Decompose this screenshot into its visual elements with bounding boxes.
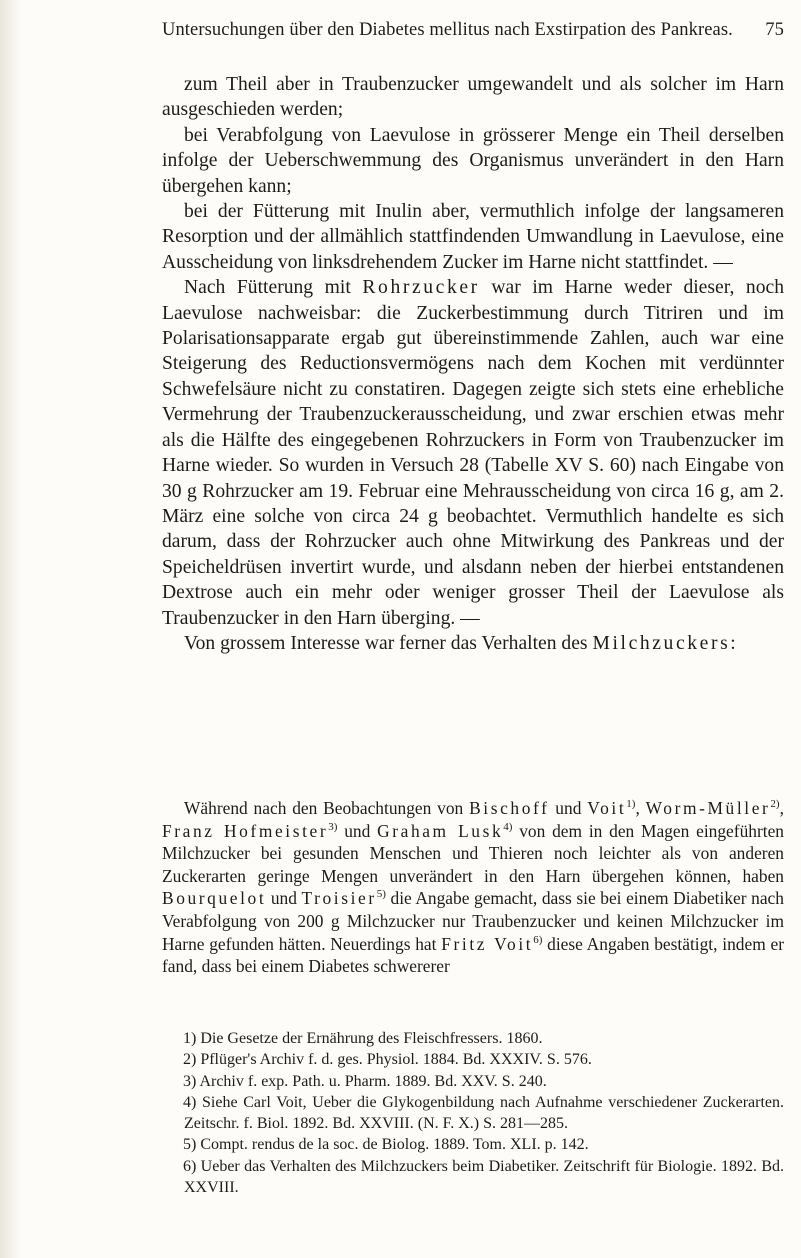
author-voit: Voit	[587, 798, 627, 818]
footnote-ref-number: 2	[770, 798, 776, 810]
footnote-ref-1: 1)	[626, 798, 636, 810]
main-text	[162, 72, 784, 656]
author-bischoff: Bischoff	[469, 798, 550, 818]
author-hofmeister: Franz Hofmeister	[162, 820, 329, 841]
footnote-ref-number: 6	[533, 933, 539, 946]
footnote-5: 5) Compt. rendus de la soc. de Biolog. 1889. Tom. XLI. p. 142.	[183, 1136, 589, 1154]
paragraph-4-start: Nach Fütterung mit	[184, 277, 351, 299]
footnote-ref-number: 1	[626, 798, 632, 810]
footnote-ref-number: 3	[328, 820, 334, 833]
text-run: die Angabe gemacht, dass sie bei einem Diabetiker nach Verabfolgung von 200 g Milchzucker nur Traubenzucker und keinen Milchzucker im Harne gefunden hätten. Neuerdings hat	[162, 888, 784, 954]
paragraph-3: bei der Fütterung mit Inulin aber, vermuthlich infolge der langsameren Resorption und der allmählich stattfindenden Umwandlung in Laevulose, eine Ausscheidung von linksdrehendem Zucker im Harne nicht stattfindet. —	[162, 201, 784, 273]
footnote-2: 2) Pflüger's Archiv f. d. ges. Physiol. 1884. Bd. XXXIV. S. 576.	[183, 1051, 592, 1069]
footnote-ref-4: 4)	[503, 820, 513, 833]
text-run: ,	[779, 798, 784, 818]
footnote-ref-5: 5)	[376, 888, 386, 901]
paragraph-1: zum Theil aber in Traubenzucker umgewandelt und als solcher im Harn ausgeschieden werden;	[162, 74, 784, 121]
footnote-1: 1) Die Gesetze der Ernährung des Fleischfressers. 1860.	[183, 1030, 543, 1047]
paragraph-5-start: Von grossem Interesse war ferner das Verhalten des	[184, 632, 588, 654]
footnote-ref-number: 4	[503, 820, 509, 833]
small-paragraph	[162, 797, 784, 978]
author-worm-mueller: Worm-Müller	[645, 798, 771, 818]
paragraph-5-end: :	[730, 632, 736, 654]
text-run: und	[344, 820, 371, 841]
footnote-ref-6: 6)	[533, 933, 543, 946]
text-run: ,	[635, 798, 640, 818]
footnote-ref-number: 5	[376, 888, 383, 901]
author-bourquelot: Bourquelot	[162, 888, 267, 909]
author-fritz-voit: Fritz Voit	[441, 933, 534, 954]
footnote-3: 3) Archiv f. exp. Path. u. Pharm. 1889. Bd. XXV. S. 240.	[183, 1072, 547, 1090]
text-run: diese Angaben bestätigt, indem er fand, dass bei einem Diabetes schwererer	[162, 933, 784, 977]
small-print-section	[162, 797, 784, 978]
footnote-4: 4) Siehe Carl Voit, Ueber die Glykogenbildung nach Aufnahme verschiedener Zuckerarten. Zeitschr. f. Biol. 1892. Bd. XXVIII. (N. F. X.) S. 281—285.	[183, 1093, 784, 1133]
running-head	[162, 20, 784, 41]
paragraph-2: bei Verabfolgung von Laevulose in grösserer Menge ein Theil derselben infolge der Ueberschwemmung des Organismus unverändert in den Harn übergehen kann;	[162, 124, 784, 197]
text-run: und	[555, 798, 582, 818]
page-number: 75	[765, 20, 784, 40]
text-run: von dem in den Magen eingeführten Milchzucker bei gesunden Menschen und Thieren noch leichter als von anderen Zuckerarten geringe Mengen unverändert in den Harn übergehen können, haben	[162, 820, 784, 886]
footnote-ref-3: 3)	[328, 820, 338, 833]
author-graham-lusk: Graham Lusk	[377, 820, 504, 841]
paragraph-4	[162, 275, 784, 631]
footnote-ref-2: 2)	[770, 798, 780, 810]
spaced-term-rohrzucker: Rohrzucker	[362, 277, 480, 299]
footnotes	[162, 1028, 784, 1198]
text-run: Während nach den Beobachtungen von	[184, 798, 464, 818]
paragraph-5	[162, 631, 784, 656]
footnote-6: 6) Ueber das Verhalten des Milchzuckers beim Diabetiker. Zeitschrift für Biologie. 1892. Bd. XXVIII.	[183, 1157, 784, 1197]
paragraph-4-rest: war im Harne weder dieser, noch Laevulose nachweisbar: die Zuckerbestimmung durch Titriren und im Polarisationsapparate ergab gut übereinstimmende Zahlen, auch war eine Steigerung des Reductionsvermögens nach dem Kochen mit verdünnter Schwefelsäure nicht zu constatiren. Dagegen zeigte sich stets eine erhebliche Vermehrung der Traubenzuckerausscheidung, und zwar erschien etwas mehr als die Hälfte des eingegebenen Rohrzuckers in Form von Traubenzucker im Harne wieder. So wurden in Versuch 28 (Tabelle XV S. 60) nach Eingabe von 30 g Rohrzucker am 19. Februar eine Mehrausscheidung von circa 16 g, am 2. März eine solche von circa 24 g beobachtet. Vermuthlich handelte es sich darum, dass der Rohrzucker auch ohne Mitwirkung des Pankreas und der Speicheldrüsen invertirt wurde, und alsdann neben der hierbei entstandenen Dextrose auch ein mehr oder weniger grosser Theil der Laevulose als Traubenzucker in den Harn überging. —	[162, 277, 784, 629]
page-edge-shadow	[0, 0, 22, 1258]
text-run: und	[270, 888, 297, 909]
author-troisier: Troisier	[301, 888, 377, 909]
spaced-term-milchzucker: Milchzuckers	[592, 632, 731, 654]
running-head-title: Untersuchungen über den Diabetes mellitus nach Exstirpation des Pankreas.	[162, 20, 733, 40]
